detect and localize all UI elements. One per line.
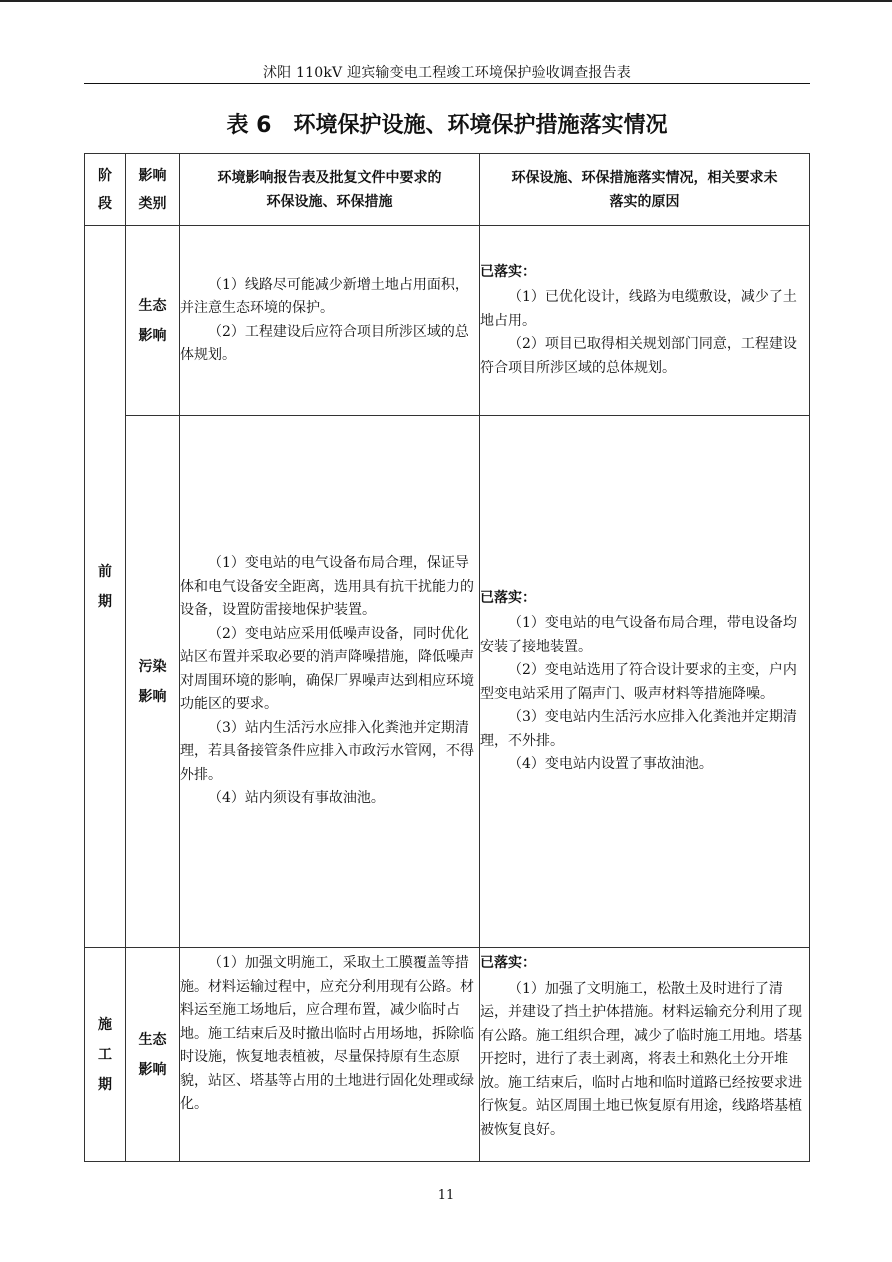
stage-char: 期 [98,593,112,610]
type-cell [126,948,180,1162]
implementation-item: （2）项目已取得相关规划部门同意，工程建设符合项目所涉区域的总体规划。 [480,336,797,376]
header-type-line: 类别 [138,195,167,212]
table-title: 表 6 环境保护设施、环境保护措施落实情况 [226,113,668,138]
page-number: 11 [437,1188,455,1203]
header-stage [85,154,126,226]
implementation-item: （2）变电站选用了符合设计要求的主变，户内型变电站采用了隔声门、吸声材料等措施降噪。 [480,662,797,702]
header-stage-char: 阶 [98,167,112,184]
type-cell [126,416,180,948]
implementation-item: （3）变电站内生活污水应排入化粪池并定期清理，不外排。 [480,709,797,749]
implementation-item: （1）变电站的电气设备布局合理，带电设备均安装了接地装置。 [480,615,797,655]
type-line: 污染 [138,658,167,675]
stage-cell-construction [85,948,126,1162]
stage-char: 施 [98,1016,112,1033]
header-implementation [480,154,810,226]
header-type-line: 影响 [138,167,167,184]
stage-char: 工 [98,1046,112,1063]
type-line: 生态 [138,1031,167,1048]
requirement-item: （1）加强文明施工，采取土工膜覆盖等措施。材料运输过程中，应充分利用现有公路。材料运至施工场地后，应合理布置，减少临时占地。施工结束后及时撤出临时占用场地，拆除临时设施，恢复地表植被，尽量保持原有生态原貌，站区、塔基等占用的土地进行固化处理或绿化。 [180,955,474,1112]
type-line: 影响 [138,1061,167,1078]
implementation-cell [480,948,810,1162]
requirement-item: （2）工程建设后应符合项目所涉区域的总体规划。 [180,323,469,363]
requirement-item: （1）变电站的电气设备布局合理，保证导体和电气设备安全距离，选用具有抗干扰能力的设备，设置防雷接地保护装置。 [180,555,474,619]
requirement-item: （2）变电站应采用低噪声设备，同时优化站区布置并采取必要的消声降噪措施，降低噪声对周围环境的影响，确保厂界噪声达到相应环境功能区的要求。 [180,625,474,713]
header-impl-line: 环保设施、环保措施落实情况，相关要求未 [511,169,778,186]
implementation-cell [480,226,810,416]
requirements-cell [180,416,480,948]
implementation-cell [480,416,810,948]
requirements-cell [180,948,480,1162]
stage-char: 期 [98,1076,112,1093]
table-row [85,948,810,1162]
table-row [85,226,810,416]
header-req-line: 环境影响报告表及批复文件中要求的 [217,169,442,186]
requirement-item: （4）站内须设有事故油池。 [208,790,385,807]
measures-table [84,153,810,1162]
implementation-item: （1）已优化设计，线路为电缆敷设，减少了土地占用。 [480,289,797,329]
implementation-item: （1）加强了文明施工，松散土及时进行了清运，并建设了挡土护体措施。材料运输充分利用了现有公路。施工组织合理，减少了临时施工用地。塔基开挖时，进行了表土剥离，将表土和熟化土分开堆放。施工结束后，临时占地和临时道路已经按要求进行恢复。站区周围土地已恢复原有用途，线路塔基植被恢复良好。 [480,980,802,1138]
requirement-item: （3）站内生活污水应排入化粪池并定期清理，若具备接管条件应排入市政污水管网，不得外排。 [180,719,474,783]
done-label: 已落实： [480,263,536,280]
header-impact-type [126,154,180,226]
stage-cell-pre [85,226,126,948]
requirement-item: （1）线路尽可能减少新增土地占用面积，并注意生态环境的保护。 [180,276,469,316]
running-header: 沭阳 110kV 迎宾输变电工程竣工环境保护验收调查报告表 [262,65,631,81]
header-requirements [180,154,480,226]
top-border-line [0,0,892,2]
done-label: 已落实： [480,589,536,606]
done-label: 已落实： [480,955,536,971]
header-stage-char: 段 [98,195,112,212]
type-line: 生态 [138,297,167,314]
type-line: 影响 [138,688,167,705]
requirements-cell [180,226,480,416]
table-row [85,416,810,948]
header-rule [84,83,810,84]
type-cell [126,226,180,416]
type-line: 影响 [138,327,167,344]
stage-char: 前 [98,563,112,580]
header-req-line: 环保设施、环保措施 [266,193,393,210]
header-impl-line: 落实的原因 [609,193,680,210]
implementation-item: （4）变电站内设置了事故油池。 [508,756,713,772]
header-row [85,154,810,226]
